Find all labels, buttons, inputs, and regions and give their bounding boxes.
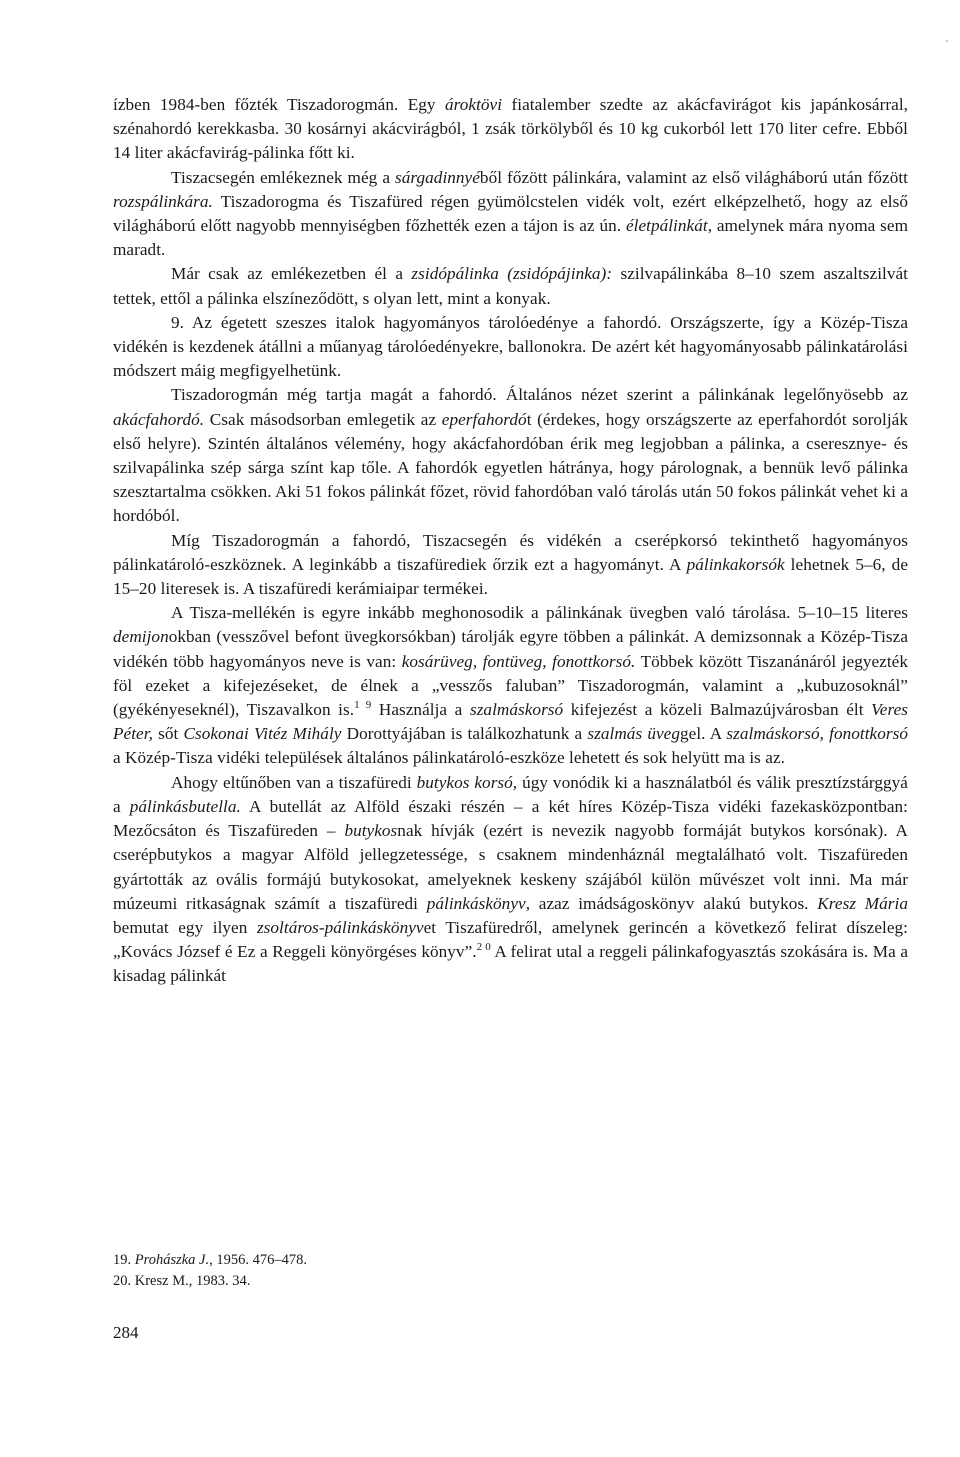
italic-term: zsoltáros-pálinkáskönyv bbox=[256, 917, 424, 937]
paragraph bbox=[113, 601, 908, 770]
italic-term: eperfahordó bbox=[441, 409, 527, 429]
italic-term: pálinkáskönyv bbox=[426, 893, 526, 913]
text-run: et Tiszafüredről, amelynek gerincén a következő felirat díszeleg: „Kovács József é Ez a Reggeli könyörgéses könyv”. bbox=[113, 917, 908, 962]
italic-term: rozspálinkára. bbox=[113, 191, 213, 211]
text-run: A butellát az Alföld északi részén – a két híres Közép-Tisza vidéki fazekasközpontban: Mezőcsáton és Tiszafüreden – bbox=[113, 796, 908, 841]
text-run: lehetnek 5–6, de 15–20 literesek is. A tiszafüredi kerámiaipar termékei. bbox=[113, 554, 908, 599]
italic-term: butykos korsó, bbox=[416, 772, 518, 792]
scan-speck bbox=[946, 40, 948, 42]
text-run: Tiszadorogmán még tartja magát a fahordó. Általános nézet szerint a pálinkának legelőnyösebb az bbox=[171, 385, 908, 405]
text-run: okban (vesszővel befont üvegkorsókban) tárolják egyre többen a pálinkát. A demizsonnak a Közép-Tisza vidékén több hagyományos neve is van: bbox=[113, 627, 908, 671]
italic-term: ároktövi bbox=[445, 95, 503, 114]
italic-term: sárgadinnyé bbox=[395, 167, 480, 187]
text-run: ízben 1984-ben főzték Tiszadorogmán. Egy bbox=[113, 95, 446, 114]
body-text bbox=[113, 93, 908, 989]
text-run: ből főzött pálinkára, valamint az első világháború után főzött bbox=[479, 167, 908, 187]
text-run: A Tisza-mellékén is egyre inkább meghonosodik a pálinkának üvegben való tárolása. 5–10–15 literes bbox=[171, 603, 908, 623]
footnote bbox=[113, 1250, 713, 1271]
paragraph bbox=[113, 93, 908, 166]
page-body bbox=[113, 93, 908, 989]
text-run: 9. Az égetett szeszes italok hagyományos tárolóedénye a fahordó. Országszerte, így a Közép-Tisza vidékén is kezdenek átállni a műanyag tárolóedényekre, ballonokra. De azért két hagyományosabb pálinkatárolási módszert máig megfigyelhetünk. bbox=[113, 312, 908, 381]
text-run: Míg Tiszadorogmán a fahordó, Tiszacsegén és vidékén a cserépkorsó tekinthető hagyományos pálinkatároló-eszköznek. A leginkább a tiszafürediek őrzik ezt a hagyományt. A bbox=[113, 530, 908, 574]
italic-term: pálinkakorsók bbox=[686, 554, 785, 574]
italic-term: Veres Péter, bbox=[113, 700, 908, 744]
text-run: 20. Kresz M., 1983. 34. bbox=[113, 1273, 251, 1289]
text-run: gel. A bbox=[680, 724, 727, 744]
text-run: úgy vonódik ki a használatból és válik presztízstárggyá a bbox=[113, 772, 908, 816]
text-run: , azaz imádságoskönyv alakú butykos. bbox=[525, 893, 818, 913]
text-run: Tiszadorogma és Tiszafüred régen gyümölcstelen vidék volt, ezért elképzelhető, hogy az első világháború előtt nagyobb mennyiségben főzhették ezen a tájon is az ún. bbox=[113, 191, 908, 236]
italic-term: akácfahordó. bbox=[113, 409, 205, 429]
italic-term: pálinkásbutella. bbox=[129, 796, 241, 816]
footnotes bbox=[113, 1250, 713, 1292]
paragraph bbox=[113, 262, 908, 310]
italic-term: butykos bbox=[344, 821, 398, 841]
paragraph bbox=[113, 771, 908, 989]
footnote-reference: 1 9 bbox=[354, 699, 372, 712]
italic-term: kosárüveg, fontüveg, fonottkorsó. bbox=[401, 651, 636, 671]
page-number: 284 bbox=[113, 1323, 139, 1342]
italic-term: szalmáskorsó, fonottkorsó bbox=[726, 724, 908, 744]
text-run: Többek között Tiszanánáról jegyezték föl ezeket a kifejezéseket, de élnek a „vesszős faluban” Tiszadorogmán, valamint a „kubuzosoknál” (gyékényeseknél), Tiszavalkon is. bbox=[113, 651, 908, 720]
footnote bbox=[113, 1271, 713, 1292]
text-run: Dorottyájában is találkozhatunk a bbox=[341, 724, 588, 744]
text-run: 19. bbox=[113, 1252, 135, 1268]
text-run: , 1956. 476–478. bbox=[209, 1252, 307, 1268]
text-run: t (érdekes, hogy országszerte az eperfahordót sorolják első helyre). Szintén általános vélemény, hogy akácfahordóban érik meg legjobban a pálinka, a cseresznye- és szilvapálinka szép sárga színt kap tőle. A fahordók egyetlen hátránya, hogy párolognak, a bennük levő pálinka szesztartalma csökken. Aki 51 fokos pálinkát főzet, rövid fahordóban való tárolás után 50 fokos pálinkát vehet ki a hordóból. bbox=[113, 409, 909, 526]
italic-term: Csokonai Vitéz Mihály bbox=[183, 724, 342, 744]
text-run: Tiszacsegén emlékeznek még a bbox=[171, 167, 396, 187]
italic-term: életpálinkát bbox=[625, 216, 708, 236]
text-run: szilvapálinkába 8–10 szem aszaltszilvát tettek, ettől a pálinka elszíneződött, s olyan lett, mint a konyak. bbox=[113, 264, 908, 308]
italic-term: Prohászka J. bbox=[134, 1252, 210, 1268]
text-run: A felirat utal a reggeli pálinkafogyasztás szokására is. Ma a kisadag pálinkát bbox=[113, 942, 909, 986]
text-run: kifejezést a közeli Balmazújvárosban élt bbox=[563, 700, 872, 720]
text-run: nak hívják (ezért is nevezik nagyobb formáját butykos korsónak). A cserépbutykos a magyar Alföld jellegzetessége, s csaknem mindenháznál megtalálható volt. Tiszafüreden gyártották az ovális formájú butykosokat, amelyeknek keskeny szájából külön művészet volt inni. Ma már múzeumi ritkaságnak számít a tiszafüredi bbox=[113, 821, 908, 913]
text-run: Ahogy eltűnőben van a tiszafüredi bbox=[171, 772, 417, 792]
text-run: , amelynek mára nyoma sem maradt. bbox=[113, 216, 908, 260]
paragraph bbox=[113, 166, 908, 263]
footnote-reference: 2 0 bbox=[476, 941, 491, 954]
italic-term: szalmás üveg bbox=[587, 724, 680, 744]
paragraph bbox=[113, 311, 908, 384]
text-run: Csak másodsorban emlegetik az bbox=[204, 409, 442, 429]
text-run: a Közép-Tisza vidéki települések általános pálinkatároló-eszköze lehetett és sok helyütt ma is az. bbox=[113, 748, 785, 768]
text-run: Már csak az emlékezetben él a bbox=[171, 264, 412, 284]
text-run: bemutat egy ilyen bbox=[113, 917, 257, 937]
italic-term: zsidópálinka (zsidópájinka): bbox=[411, 264, 613, 284]
italic-term: szalmáskorsó bbox=[469, 700, 564, 720]
paragraph bbox=[113, 529, 908, 602]
text-run: fiatalember szedte az akácfavirágot kis japánkosárral, szénahordó kerekkasba. 30 kosárnyi akácvirágból, 1 zsák törkölyből és 10 kg cukorból lett 170 liter cefre. Ebből 14 liter akácfavirág-pálinka főtt ki. bbox=[113, 95, 908, 163]
text-run: sőt bbox=[152, 724, 184, 744]
text-run: Használja a bbox=[371, 700, 470, 720]
italic-term: Kresz Mária bbox=[817, 893, 909, 913]
paragraph bbox=[113, 383, 908, 528]
italic-term: demijon bbox=[113, 627, 169, 647]
